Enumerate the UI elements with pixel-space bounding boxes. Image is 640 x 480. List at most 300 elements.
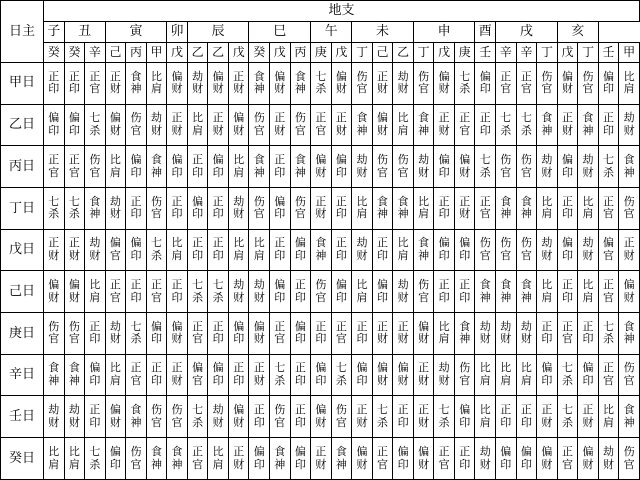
cell-r7-c16 <box>372 354 393 396</box>
cell-char: 杀 <box>561 374 573 388</box>
cell-char: 财 <box>171 374 183 388</box>
cell-char: 财 <box>582 415 594 429</box>
cell-char: 官 <box>459 124 471 137</box>
cell-char: 正 <box>294 361 306 375</box>
cell-char: 官 <box>377 457 389 471</box>
hidden-stem-23: 辛 <box>516 42 537 62</box>
cell-char: 官 <box>109 249 121 263</box>
cell-char: 食 <box>253 69 265 83</box>
cell-char: 印 <box>459 457 471 471</box>
hidden-stem-6: 戊 <box>167 42 188 62</box>
cell-char: 肩 <box>479 374 491 388</box>
hidden-stem-21: 壬 <box>475 42 496 62</box>
cell-r4-c18 <box>413 229 434 271</box>
cell-char: 正 <box>212 319 224 333</box>
cell-char: 食 <box>130 403 142 417</box>
cell-r1-c8 <box>208 104 229 146</box>
cell-char: 正 <box>335 236 347 250</box>
cell-char: 财 <box>274 82 286 96</box>
cell-char: 七 <box>89 111 101 125</box>
cell-r2-c26 <box>578 146 599 188</box>
cell-char: 印 <box>130 249 142 263</box>
cell-char: 偏 <box>274 69 286 83</box>
cell-char: 印 <box>294 332 306 346</box>
cell-r0-c16 <box>372 62 393 104</box>
cell-char: 偏 <box>459 403 471 417</box>
hidden-stem-12: 丙 <box>290 42 311 62</box>
cell-r0-c21 <box>475 62 496 104</box>
cell-r6-c3 <box>105 313 126 355</box>
cell-char: 印 <box>212 165 224 179</box>
cell-char: 偏 <box>623 278 635 292</box>
cell-r7-c24 <box>537 354 558 396</box>
cell-char: 财 <box>192 82 204 96</box>
cell-char: 七 <box>48 194 60 208</box>
cell-r9-c10 <box>249 438 270 480</box>
cell-char: 偏 <box>335 278 347 292</box>
cell-r9-c16 <box>372 438 393 480</box>
cell-r9-c0 <box>44 438 65 480</box>
cell-char: 印 <box>541 332 553 346</box>
cell-char: 印 <box>151 332 162 346</box>
cell-char: 比 <box>438 319 450 333</box>
cell-char: 官 <box>130 457 142 471</box>
cell-char: 比 <box>582 278 594 292</box>
cell-char: 正 <box>130 194 142 208</box>
cell-char: 七 <box>520 111 532 125</box>
cell-r5-c15 <box>352 271 373 313</box>
cell-r3-c20 <box>454 188 475 230</box>
cell-char: 官 <box>377 165 389 179</box>
cell-r9-c13 <box>311 438 332 480</box>
cell-r1-c15 <box>352 104 373 146</box>
cell-r9-c18 <box>413 438 434 480</box>
cell-r4-c4 <box>126 229 147 271</box>
cell-char: 正 <box>397 403 409 417</box>
cell-char: 正 <box>233 444 245 458</box>
cell-char: 七 <box>192 278 204 292</box>
cell-r5-c14 <box>331 271 352 313</box>
cell-r8-c28 <box>619 396 640 438</box>
cell-char: 正 <box>377 444 389 458</box>
branch-header-10: 戌 <box>496 22 558 42</box>
cell-char: 财 <box>109 207 121 221</box>
hidden-stem-10: 癸 <box>249 42 270 62</box>
cell-r2-c10 <box>249 146 270 188</box>
cell-r9-c5 <box>146 438 167 480</box>
cell-char: 印 <box>274 290 286 304</box>
cell-r2-c3 <box>105 146 126 188</box>
cell-r7-c5 <box>146 354 167 396</box>
cell-char: 偏 <box>253 319 265 333</box>
cell-r0-c5 <box>146 62 167 104</box>
cell-char: 伤 <box>397 153 409 167</box>
cell-char: 印 <box>294 415 306 429</box>
cell-r8-c16 <box>372 396 393 438</box>
cell-char: 食 <box>582 111 594 125</box>
cell-r7-c1 <box>64 354 85 396</box>
hidden-stem-8: 乙 <box>208 42 229 62</box>
cell-char: 偏 <box>274 278 286 292</box>
cell-char: 财 <box>377 82 389 96</box>
cell-char: 劫 <box>109 319 121 333</box>
cell-char: 食 <box>274 444 286 458</box>
cell-char: 正 <box>520 69 532 83</box>
cell-r7-c6 <box>167 354 188 396</box>
cell-char: 食 <box>500 194 512 208</box>
cell-char: 正 <box>171 111 183 125</box>
cell-r3-c1 <box>64 188 85 230</box>
cell-char: 比 <box>479 361 491 375</box>
cell-r3-c19 <box>434 188 455 230</box>
cell-char: 印 <box>212 249 224 263</box>
cell-char: 肩 <box>397 124 409 137</box>
cell-r6-c1 <box>64 313 85 355</box>
cell-char: 食 <box>541 111 553 125</box>
cell-char: 神 <box>418 124 430 137</box>
cell-char: 伤 <box>253 111 265 125</box>
cell-char: 偏 <box>438 69 450 83</box>
cell-r0-c26 <box>578 62 599 104</box>
hidden-stem-28: 甲 <box>619 42 640 62</box>
cell-r0-c3 <box>105 62 126 104</box>
cell-char: 杀 <box>603 165 615 179</box>
cell-r0-c4 <box>126 62 147 104</box>
cell-char: 比 <box>253 236 265 250</box>
cell-r3-c16 <box>372 188 393 230</box>
cell-char: 肩 <box>500 374 512 388</box>
cell-char: 神 <box>130 82 142 96</box>
cell-r0-c2 <box>85 62 106 104</box>
cell-char: 正 <box>459 111 471 125</box>
cell-char: 偏 <box>418 319 430 333</box>
cell-r9-c3 <box>105 438 126 480</box>
cell-char: 正 <box>274 319 286 333</box>
cell-char: 伤 <box>68 319 80 333</box>
cell-char: 印 <box>459 415 471 429</box>
cell-r4-c5 <box>146 229 167 271</box>
cell-char: 官 <box>294 207 306 221</box>
cell-char: 食 <box>377 194 389 208</box>
cell-char: 神 <box>294 82 306 96</box>
cell-char: 食 <box>397 194 409 208</box>
cell-char: 财 <box>397 332 409 346</box>
cell-char: 七 <box>603 153 615 167</box>
cell-r6-c25 <box>557 313 578 355</box>
cell-char: 印 <box>212 332 224 346</box>
cell-char: 神 <box>274 457 286 471</box>
cell-char: 官 <box>603 249 615 263</box>
cell-r5-c13 <box>311 271 332 313</box>
cell-char: 偏 <box>335 69 347 83</box>
cell-char: 伤 <box>315 278 327 292</box>
cell-char: 财 <box>233 207 245 221</box>
cell-r5-c21 <box>475 271 496 313</box>
cell-r8-c2 <box>85 396 106 438</box>
cell-char: 比 <box>397 236 409 250</box>
cell-char: 正 <box>109 278 121 292</box>
cell-char: 偏 <box>212 153 224 167</box>
cell-char: 食 <box>294 153 306 167</box>
cell-char: 杀 <box>192 290 204 304</box>
cell-r1-c4 <box>126 104 147 146</box>
cell-r2-c21 <box>475 146 496 188</box>
cell-char: 正 <box>212 236 224 250</box>
cell-r3-c25 <box>557 188 578 230</box>
cell-char: 财 <box>377 332 389 346</box>
cell-r0-c24 <box>537 62 558 104</box>
cell-r8-c1 <box>64 396 85 438</box>
cell-char: 食 <box>479 278 491 292</box>
cell-char: 正 <box>89 69 101 83</box>
cell-char: 正 <box>212 111 224 125</box>
table-row <box>1 354 640 396</box>
cell-char: 官 <box>582 82 594 96</box>
cell-char: 杀 <box>561 415 573 429</box>
cell-r9-c15 <box>352 438 373 480</box>
cell-char: 财 <box>623 124 635 137</box>
cell-r3-c28 <box>619 188 640 230</box>
cell-char: 杀 <box>151 249 162 263</box>
cell-r2-c9 <box>228 146 249 188</box>
cell-char: 印 <box>561 249 573 263</box>
cell-char: 伤 <box>418 278 430 292</box>
cell-r6-c6 <box>167 313 188 355</box>
cell-char: 伤 <box>582 69 594 83</box>
cell-r6-c8 <box>208 313 229 355</box>
cell-r4-c21 <box>475 229 496 271</box>
cell-char: 印 <box>582 332 594 346</box>
cell-char: 杀 <box>335 374 347 388</box>
cell-char: 印 <box>89 415 101 429</box>
cell-char: 财 <box>274 124 286 137</box>
cell-r6-c13 <box>311 313 332 355</box>
cell-char: 官 <box>623 457 635 471</box>
cell-char: 食 <box>48 361 60 375</box>
cell-r7-c23 <box>516 354 537 396</box>
cell-r5-c1 <box>64 271 85 313</box>
cell-char: 杀 <box>459 82 471 96</box>
cell-char: 偏 <box>561 69 573 83</box>
cell-char: 财 <box>377 124 389 137</box>
cell-r2-c17 <box>393 146 414 188</box>
cell-r1-c26 <box>578 104 599 146</box>
cell-char: 神 <box>500 290 512 304</box>
cell-char: 印 <box>377 290 389 304</box>
branch-header-0: 子 <box>44 22 65 42</box>
cell-r2-c6 <box>167 146 188 188</box>
cell-r2-c11 <box>270 146 291 188</box>
cell-char: 劫 <box>582 236 594 250</box>
cell-char: 正 <box>438 278 450 292</box>
cell-char: 偏 <box>520 444 532 458</box>
cell-r8-c15 <box>352 396 373 438</box>
cell-char: 官 <box>130 374 142 388</box>
cell-r7-c28 <box>619 354 640 396</box>
cell-r1-c25 <box>557 104 578 146</box>
cell-char: 财 <box>438 374 450 388</box>
cell-char: 杀 <box>89 124 101 137</box>
cell-r6-c10 <box>249 313 270 355</box>
cell-char: 印 <box>294 374 306 388</box>
cell-r9-c1 <box>64 438 85 480</box>
cell-char: 比 <box>500 361 512 375</box>
cell-r2-c22 <box>496 146 517 188</box>
cell-char: 官 <box>479 249 491 263</box>
cell-char: 七 <box>315 69 327 83</box>
cell-char: 财 <box>582 165 594 179</box>
cell-r4-c7 <box>187 229 208 271</box>
cell-char: 劫 <box>500 319 512 333</box>
cell-char: 食 <box>623 153 635 167</box>
cell-char: 正 <box>561 444 573 458</box>
cell-char: 神 <box>68 374 80 388</box>
cell-r5-c19 <box>434 271 455 313</box>
cell-char: 印 <box>294 290 306 304</box>
cell-char: 印 <box>171 165 183 179</box>
cell-char: 劫 <box>397 69 409 83</box>
cell-r6-c23 <box>516 313 537 355</box>
cell-r7-c21 <box>475 354 496 396</box>
cell-char: 神 <box>89 207 101 221</box>
cell-char: 正 <box>212 194 224 208</box>
cell-char: 印 <box>479 124 491 137</box>
cell-char: 财 <box>418 374 430 388</box>
cell-r8-c11 <box>270 396 291 438</box>
cell-char: 比 <box>212 444 224 458</box>
cell-char: 肩 <box>233 249 245 263</box>
cell-char: 神 <box>253 165 265 179</box>
cell-r4-c14 <box>331 229 352 271</box>
table-row <box>1 229 640 271</box>
cell-char: 印 <box>335 165 347 179</box>
cell-char: 偏 <box>233 319 245 333</box>
cell-char: 官 <box>192 332 204 346</box>
cell-r8-c24 <box>537 396 558 438</box>
cell-r8-c5 <box>146 396 167 438</box>
cell-char: 神 <box>130 415 142 429</box>
cell-char: 杀 <box>479 165 491 179</box>
cell-char: 财 <box>356 249 368 263</box>
cell-r7-c9 <box>228 354 249 396</box>
cell-r6-c24 <box>537 313 558 355</box>
cell-r8-c3 <box>105 396 126 438</box>
cell-r6-c18 <box>413 313 434 355</box>
cell-char: 比 <box>192 111 204 125</box>
cell-r0-c14 <box>331 62 352 104</box>
cell-r0-c13 <box>311 62 332 104</box>
cell-char: 神 <box>623 332 635 346</box>
cell-char: 财 <box>335 82 347 96</box>
cell-char: 正 <box>192 319 204 333</box>
cell-char: 印 <box>48 82 60 96</box>
cell-char: 七 <box>274 361 286 375</box>
cell-r0-c9 <box>228 62 249 104</box>
cell-char: 偏 <box>48 278 60 292</box>
cell-char: 偏 <box>109 236 121 250</box>
cell-char: 正 <box>89 319 101 333</box>
hidden-stem-27: 壬 <box>598 42 619 62</box>
cell-char: 偏 <box>68 278 80 292</box>
cell-r7-c12 <box>290 354 311 396</box>
cell-char: 官 <box>541 82 553 96</box>
cell-char: 印 <box>212 207 224 221</box>
cell-r0-c0 <box>44 62 65 104</box>
cell-char: 偏 <box>151 319 162 333</box>
cell-char: 官 <box>500 82 512 96</box>
cell-char: 食 <box>418 236 430 250</box>
cell-r3-c27 <box>598 188 619 230</box>
cell-char: 偏 <box>397 444 409 458</box>
cell-char: 正 <box>438 194 450 208</box>
cell-char: 财 <box>233 290 245 304</box>
cell-r5-c2 <box>85 271 106 313</box>
cell-char: 财 <box>418 457 430 471</box>
cell-r8-c22 <box>496 396 517 438</box>
cell-r3-c21 <box>475 188 496 230</box>
cell-r3-c26 <box>578 188 599 230</box>
cell-char: 劫 <box>89 236 101 250</box>
branch-header-1: 丑 <box>64 22 105 42</box>
cell-r3-c22 <box>496 188 517 230</box>
cell-char: 官 <box>603 207 615 221</box>
cell-r7-c19 <box>434 354 455 396</box>
cell-char: 神 <box>418 249 430 263</box>
cell-r1-c7 <box>187 104 208 146</box>
cell-char: 财 <box>253 332 265 346</box>
cell-char: 劫 <box>479 444 491 458</box>
table-row <box>1 271 640 313</box>
cell-char: 偏 <box>377 361 389 375</box>
cell-char: 七 <box>130 319 142 333</box>
cell-r1-c2 <box>85 104 106 146</box>
cell-r1-c0 <box>44 104 65 146</box>
cell-char: 杀 <box>377 415 389 429</box>
cell-char: 印 <box>68 82 80 96</box>
hidden-stem-3: 己 <box>105 42 126 62</box>
cell-char: 神 <box>315 249 327 263</box>
hidden-stem-1: 癸 <box>64 42 85 62</box>
cell-char: 印 <box>315 374 327 388</box>
cell-r7-c0 <box>44 354 65 396</box>
cell-char: 劫 <box>68 403 80 417</box>
cell-r3-c4 <box>126 188 147 230</box>
cell-char: 偏 <box>356 361 368 375</box>
cell-r9-c11 <box>270 438 291 480</box>
cell-char: 印 <box>130 290 142 304</box>
cell-char: 官 <box>274 415 286 429</box>
cell-char: 财 <box>171 332 183 346</box>
cell-r7-c14 <box>331 354 352 396</box>
cell-char: 杀 <box>130 332 142 346</box>
hidden-stem-19: 戊 <box>434 42 455 62</box>
cell-r2-c19 <box>434 146 455 188</box>
cell-char: 正 <box>68 69 80 83</box>
cell-r9-c17 <box>393 438 414 480</box>
cell-char: 正 <box>335 194 347 208</box>
cell-char: 伤 <box>151 194 162 208</box>
cell-char: 伤 <box>418 69 430 83</box>
table-title-earthly-branches: 地支 <box>44 1 640 22</box>
table-row <box>1 62 640 104</box>
cell-char: 正 <box>130 278 142 292</box>
cell-r8-c20 <box>454 396 475 438</box>
cell-char: 偏 <box>603 236 615 250</box>
cell-r2-c5 <box>146 146 167 188</box>
cell-char: 财 <box>561 82 573 96</box>
cell-r7-c26 <box>578 354 599 396</box>
cell-char: 正 <box>541 319 553 333</box>
